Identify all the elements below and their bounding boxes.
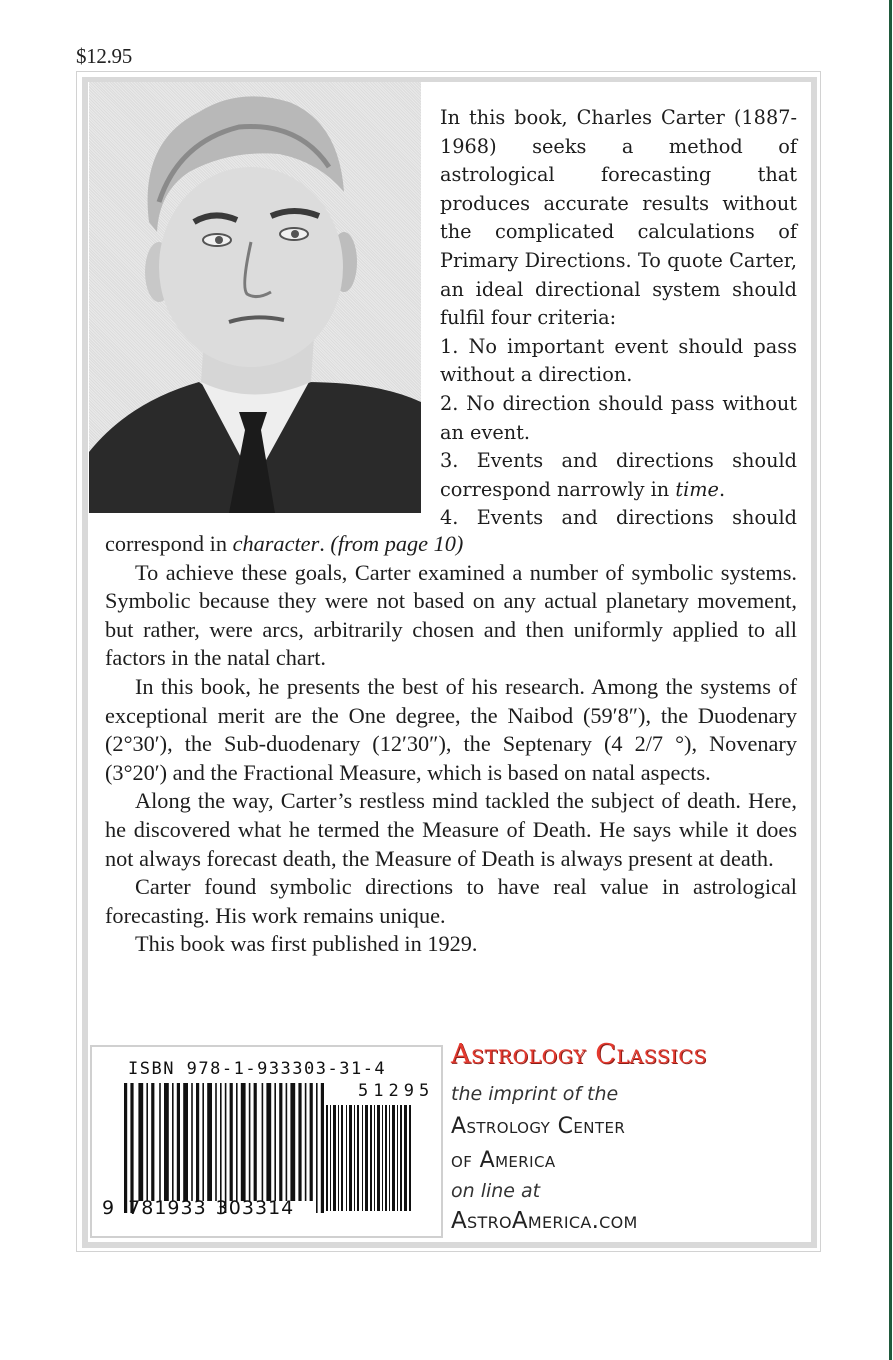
criterion-2: 2. No direction should pass without an event. bbox=[440, 391, 797, 444]
criterion-4-text: correspond in bbox=[105, 531, 233, 556]
barcode-digits bbox=[102, 1197, 294, 1219]
barcode-digit-first: 9 bbox=[102, 1197, 116, 1219]
paragraph-death: Along the way, Carter’s restless mind tackled the subject of death. Here, he discovered what he termed the Measure of Death. He says while it does not always forecast death, the Measure of Death is always present at death. bbox=[105, 788, 797, 871]
barcode-digits-right: 303314 bbox=[215, 1197, 295, 1219]
price-label: $12.95 bbox=[76, 44, 132, 68]
criterion-4-continuation: correspond in character. (from page 10) bbox=[105, 531, 464, 556]
publisher-name-line2: of America bbox=[451, 1148, 556, 1173]
series-logo: Astrology Classics bbox=[451, 1039, 707, 1070]
paragraph-published: This book was first published in 1929. bbox=[135, 931, 478, 957]
criterion-3: 3. Events and directions should correspond narrowly in time. bbox=[440, 449, 797, 501]
barcode-bars-icon bbox=[124, 1083, 324, 1213]
criterion-1: 1. No important event should pass without a direction. bbox=[440, 334, 797, 387]
price-code: 51295 bbox=[358, 1081, 435, 1101]
isbn-label: ISBN 978-1-933303-31-4 bbox=[128, 1059, 387, 1079]
criterion-3-text: 3. Events and directions should correspond narrowly in bbox=[440, 449, 797, 501]
online-text: on line at bbox=[451, 1180, 541, 1202]
addon-barcode-bars-icon bbox=[326, 1105, 412, 1211]
barcode-box bbox=[90, 1045, 443, 1238]
citation: (from page 10) bbox=[330, 531, 464, 556]
criterion-4-start: 4. Events and directions should bbox=[440, 506, 797, 530]
paragraph-value: Carter found symbolic directions to have real value in astrological forecasting. His work remains unique. bbox=[105, 874, 797, 928]
imprint-text: the imprint of the bbox=[451, 1083, 619, 1105]
publisher-name-line1: Astrology Center bbox=[451, 1114, 626, 1139]
intro-paragraph: In this book, Charles Carter (1887-1968) seeks a method of astrological forecasting that produces accurate results without the complicated calculations of Primary Directions. To quote Carter, an ideal directional system should fulfil four criteria: bbox=[440, 106, 797, 330]
criterion-4-emphasis: character bbox=[232, 531, 320, 556]
paragraph-research: In this book, he presents the best of his research. Among the systems of exceptional merit are the One degree, the Naibod (59′8″), the Duodenary (2°30′), the Sub-duodenary (12′30″), the Septenary (4 2/7 °), Novenary (3°20′) and the Fractional Measure, which is based on natal aspects. bbox=[105, 673, 797, 785]
spine-edge-line bbox=[889, 0, 892, 1360]
portrait-illustration bbox=[89, 82, 421, 513]
intro-column bbox=[440, 104, 797, 533]
criterion-3-emphasis: time bbox=[675, 477, 719, 501]
publisher-url: AstroAmerica.com bbox=[451, 1208, 638, 1234]
paragraph-goals: To achieve these goals, Carter examined a number of symbolic systems. Symbolic because they were not based on any actual planetary movement, but rather, were arcs, arbitrarily chosen and then uniformly applied to all factors in the natal chart. bbox=[105, 559, 797, 671]
barcode-digits-left: 781933 bbox=[128, 1197, 207, 1219]
body-text bbox=[105, 530, 797, 959]
publisher-name bbox=[451, 1110, 625, 1178]
author-portrait bbox=[89, 82, 421, 513]
